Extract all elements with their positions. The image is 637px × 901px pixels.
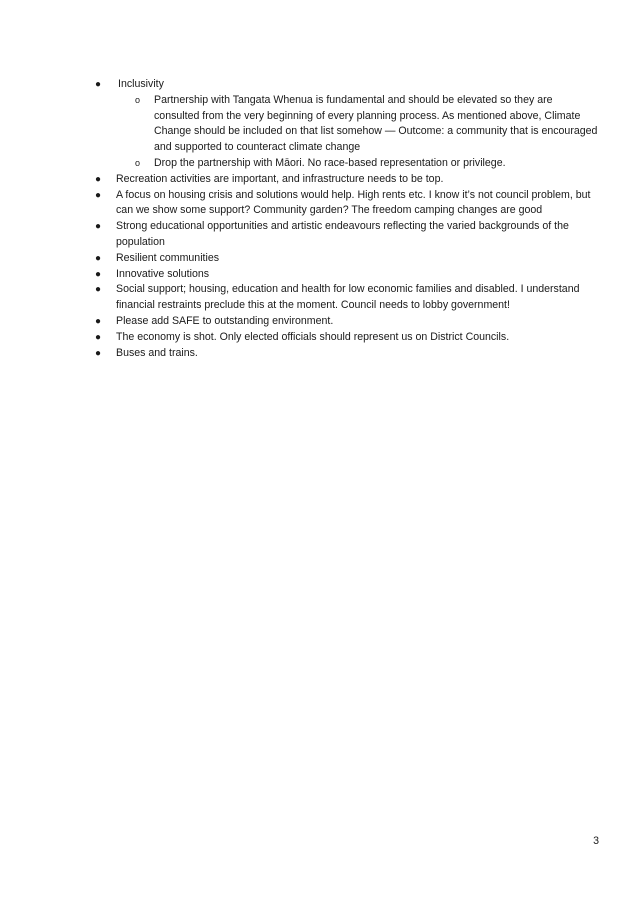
sub-list-item xyxy=(118,156,600,172)
list-item xyxy=(90,219,600,251)
list-item xyxy=(90,282,600,314)
list-item-text: Strong educational opportunities and artistic endeavours reflecting the varied backgrounds of the population xyxy=(116,220,569,248)
sub-list-item xyxy=(118,93,600,156)
hollow-bullet-icon: o xyxy=(135,94,141,105)
list-item-inclusivity xyxy=(90,77,600,172)
bullet-icon: ● xyxy=(95,331,102,343)
list-item-text: Buses and trains. xyxy=(116,346,198,359)
sub-list xyxy=(118,93,600,172)
list-item-text: Innovative solutions xyxy=(116,267,210,280)
list-item xyxy=(90,267,600,283)
sub-list-item-text: Partnership with Tangata Whenua is fundamental and should be elevated so they are consulted from the very beginning of every planning process. As mentioned above, Climate Change should be included on that list somehow — Outcome: a community that is encouraged and supported to counteract climate change xyxy=(154,93,598,154)
bullet-icon: ● xyxy=(95,189,102,201)
list-item-text: Inclusivity xyxy=(118,78,164,90)
list-item xyxy=(90,188,600,220)
bullet-icon: ● xyxy=(95,347,102,359)
list-item xyxy=(90,330,600,346)
list-item xyxy=(90,251,600,267)
list-item xyxy=(90,314,600,330)
list-item-text: Please add SAFE to outstanding environment. xyxy=(116,314,334,327)
list-item-text: Resilient communities xyxy=(116,251,220,264)
list-item xyxy=(90,172,600,188)
sub-list-item-text: Drop the partnership with Māori. No race-based representation or privilege. xyxy=(154,156,506,169)
page-number: 3 xyxy=(593,835,599,847)
list-item xyxy=(90,346,600,362)
list-item-text: The economy is shot. Only elected officials should represent us on District Councils. xyxy=(116,330,510,343)
hollow-bullet-icon: o xyxy=(135,157,141,168)
list-item-text: Social support; housing, education and health for low economic families and disabled. I understand financial restraints preclude this at the moment. Council needs to lobby government! xyxy=(116,283,580,312)
list-item-text: Recreation activities are important, and infrastructure needs to be top. xyxy=(116,172,444,185)
bullet-icon: ● xyxy=(95,252,102,264)
bullet-icon: ● xyxy=(95,221,102,233)
bullet-icon: ● xyxy=(95,79,102,90)
bullet-list xyxy=(90,77,600,361)
list-item-text: A focus on housing crisis and solutions would help. High rents etc. I know it’s not council problem, but can we show some support? Community garden? The freedom camping changes are good xyxy=(116,188,591,217)
bullet-icon: ● xyxy=(95,315,102,327)
bullet-icon: ● xyxy=(95,268,102,280)
bullet-icon: ● xyxy=(95,173,102,185)
bullet-icon: ● xyxy=(95,284,102,296)
